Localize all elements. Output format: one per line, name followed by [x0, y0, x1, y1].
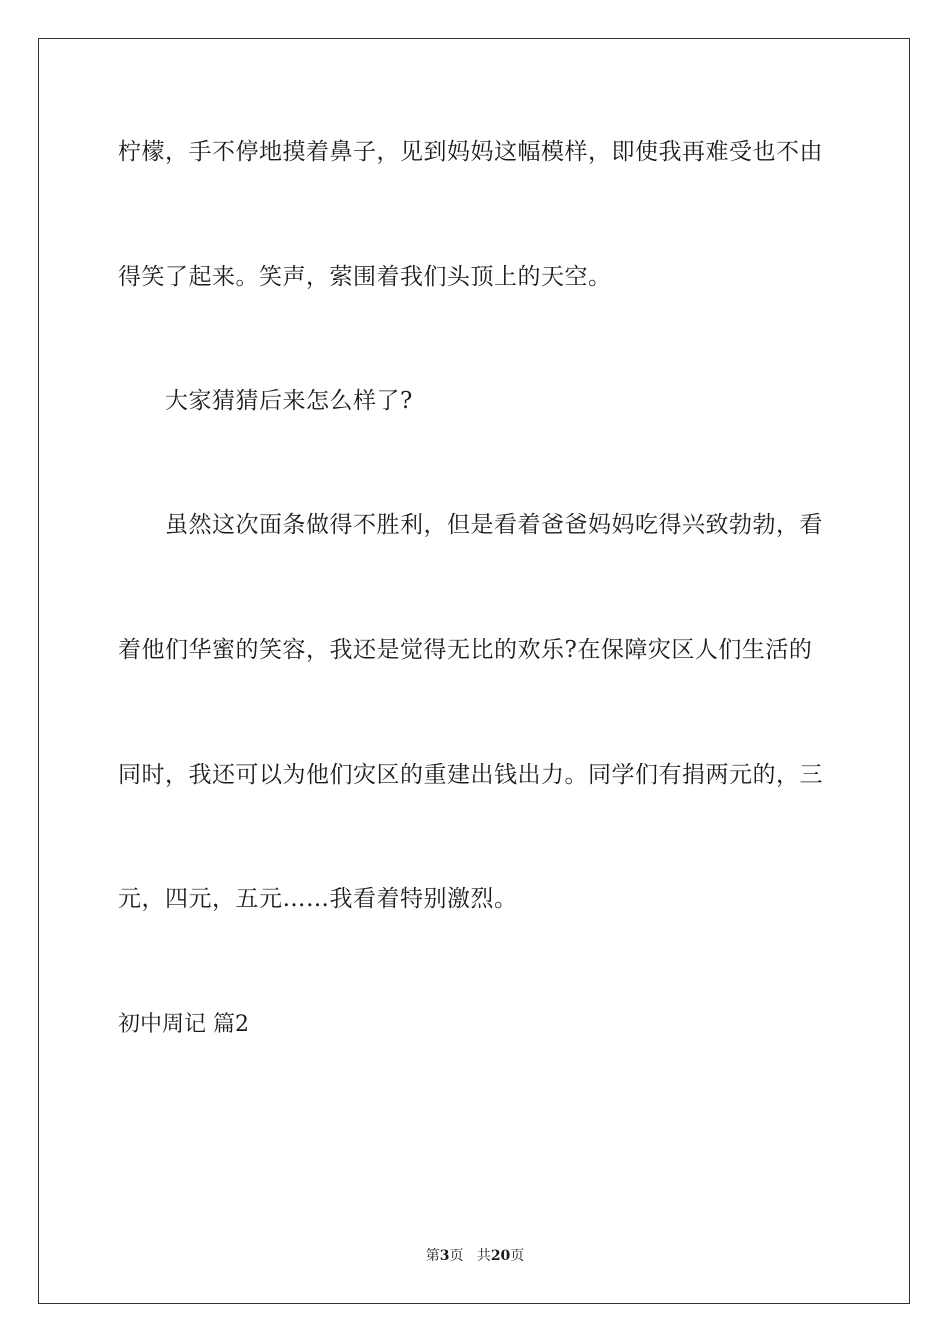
footer-page-suffix: 页: [449, 1248, 464, 1264]
body-line-5: 着他们华蜜的笑容，我还是觉得无比的欢乐?在保障灾区人们生活的: [118, 637, 813, 663]
footer-total-prefix: 共: [476, 1248, 491, 1264]
page-frame: [38, 38, 910, 1304]
body-line-4: 虽然这次面条做得不胜利，但是看着爸爸妈妈吃得兴致勃勃，看: [165, 512, 823, 538]
footer-page-current: 3: [439, 1248, 450, 1264]
footer-total-suffix: 页: [510, 1248, 525, 1264]
body-line-7: 元，四元，五元……我看着特别激烈。: [118, 886, 518, 912]
body-line-2: 得笑了起来。笑声，萦围着我们头顶上的天空。: [118, 264, 612, 290]
body-line-3: 大家猜猜后来怎么样了?: [165, 388, 413, 414]
body-line-1: 柠檬，手不停地摸着鼻子，见到妈妈这幅模样，即使我再难受也不由: [118, 139, 823, 165]
section-heading: 初中周记 篇2: [118, 1012, 249, 1037]
body-line-6: 同时，我还可以为他们灾区的重建出钱出力。同学们有捐两元的，三: [118, 762, 823, 788]
footer-page-total: 20: [490, 1248, 511, 1264]
footer-page-prefix: 第: [425, 1248, 440, 1264]
page-footer: [0, 1247, 950, 1265]
